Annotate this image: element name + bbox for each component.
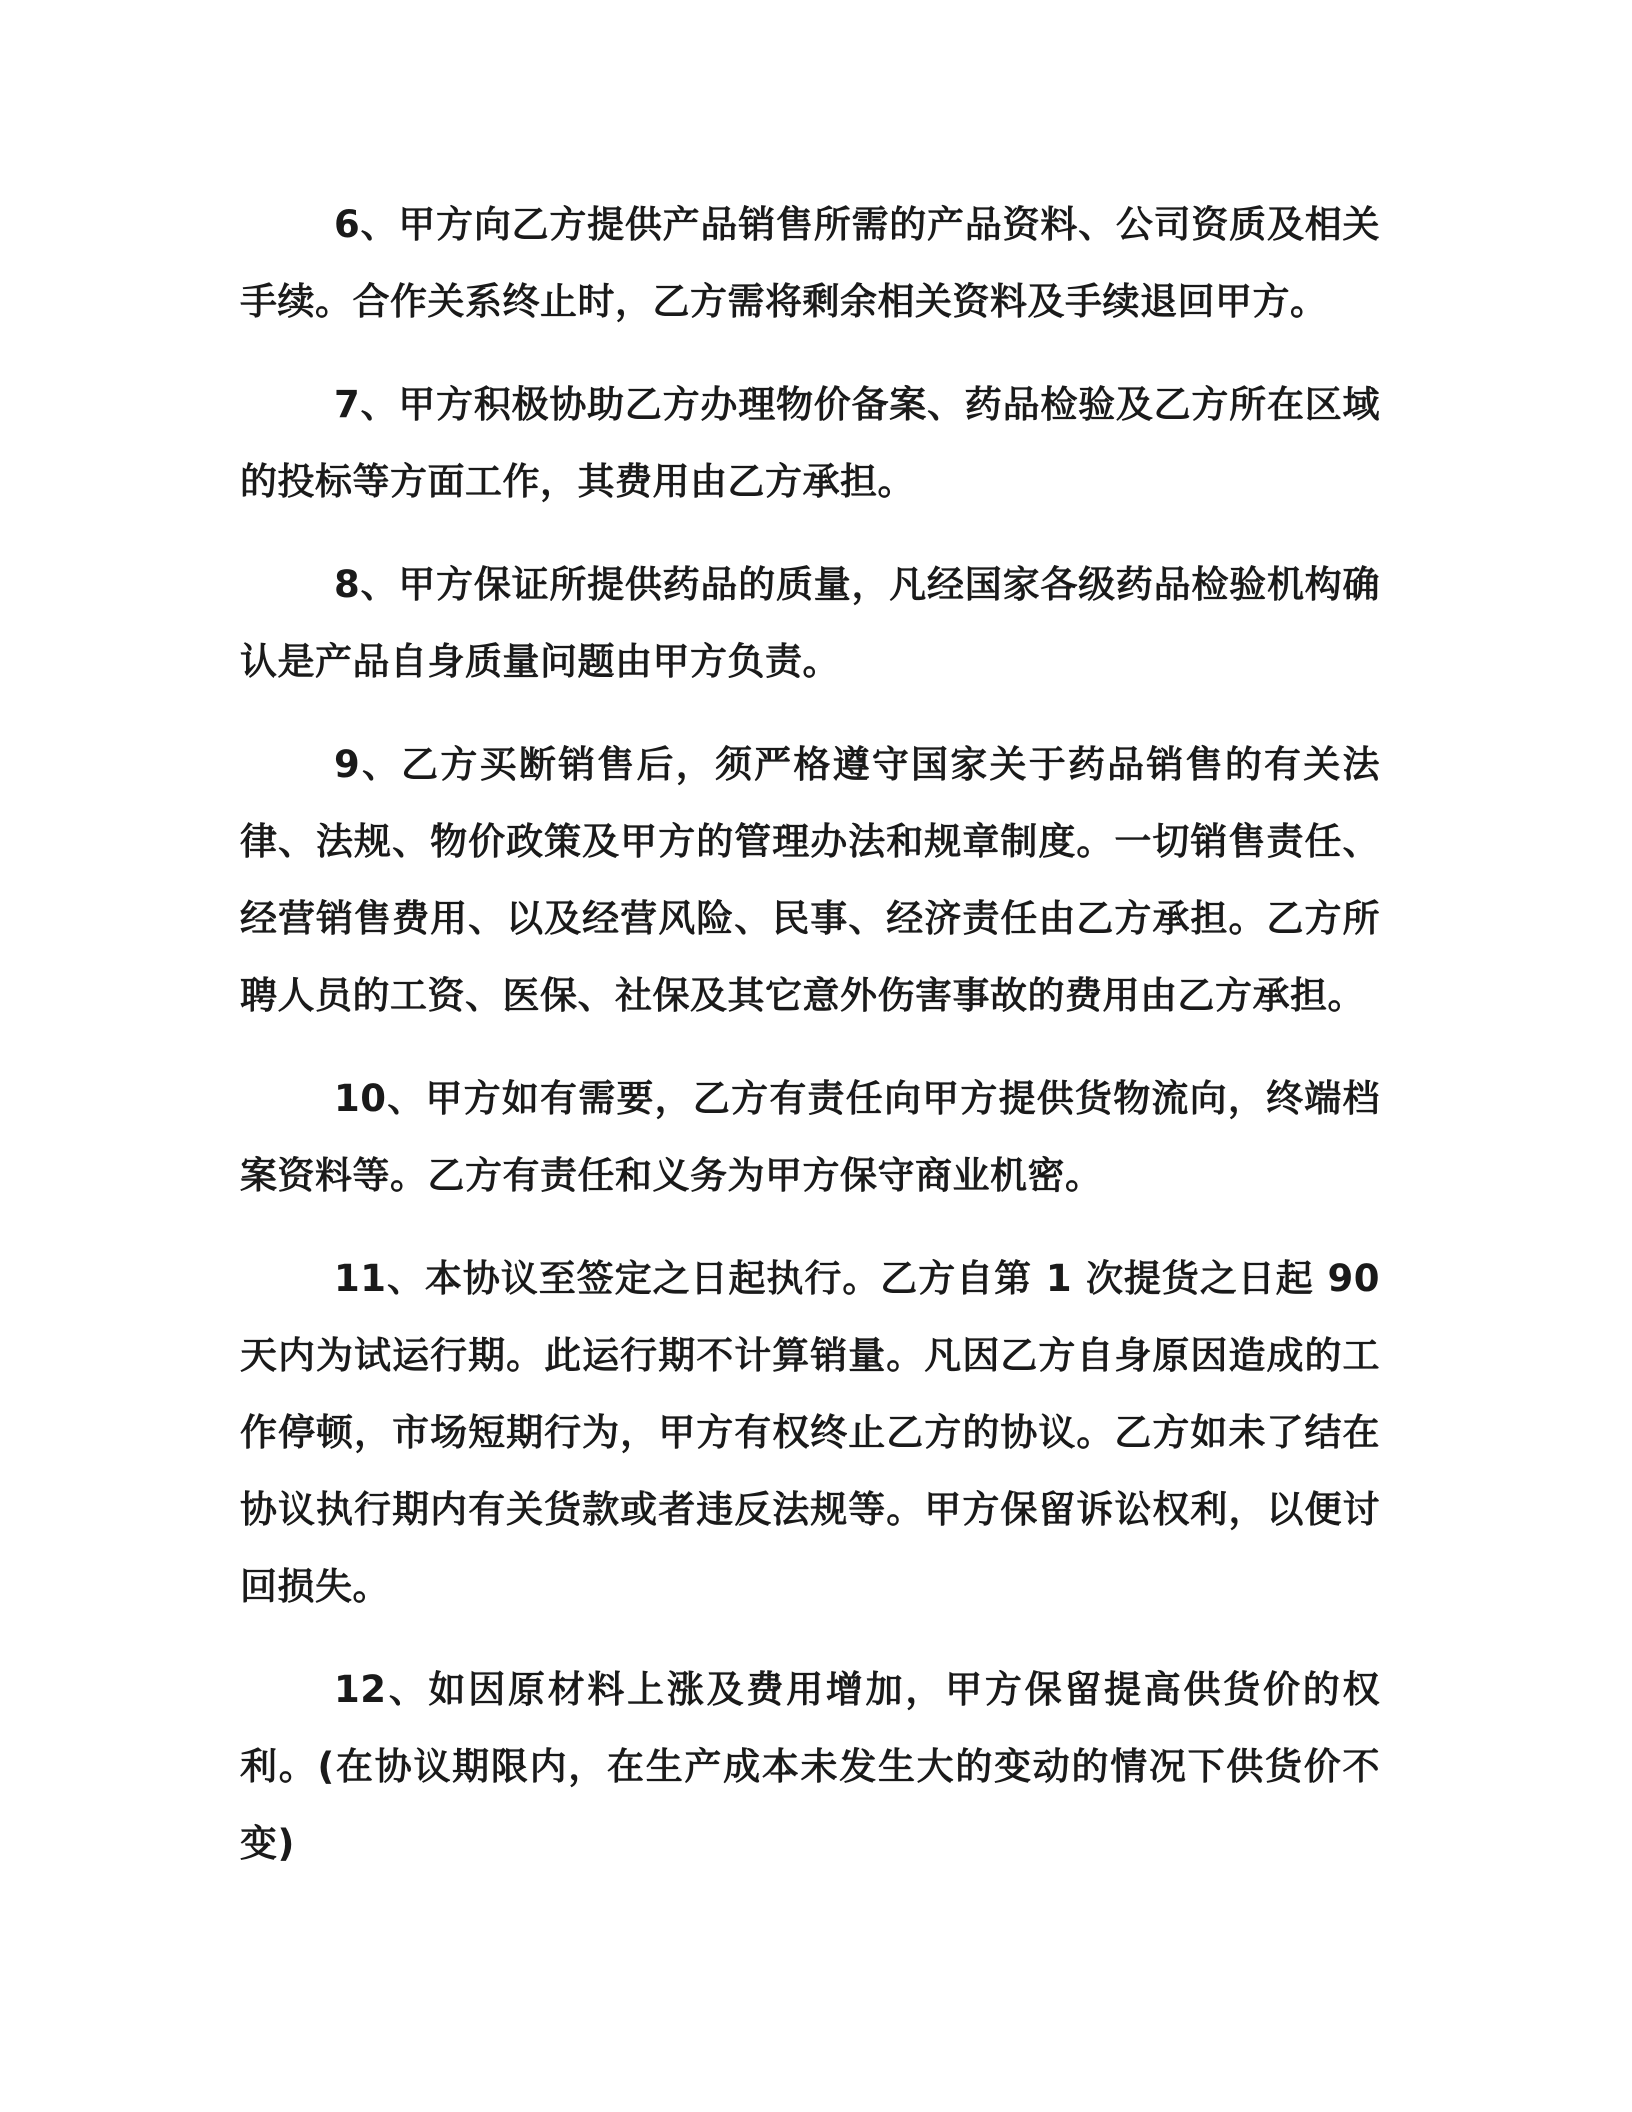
clause-9: 9、乙方买断销售后，须严格遵守国家关于药品销售的有关法律、法规、物价政策及甲方的管理办法和规章制度。一切销售责任、经营销售费用、以及经营风险、民事、经济责任由乙方承担。乙方所聘人员的工资、医保、社保及其它意外伤害事故的费用由乙方承担。 xyxy=(240,743,1380,1017)
clause-8: 8、甲方保证所提供药品的质量，凡经国家各级药品检验机构确认是产品自身质量问题由甲方负责。 xyxy=(240,563,1380,683)
clause-11: 11、本协议至签定之日起执行。乙方自第 1 次提货之日起 90 天内为试运行期。此运行期不计算销量。凡因乙方自身原因造成的工作停顿，市场短期行为，甲方有权终止乙方的协议。乙方如未了结在协议执行期内有关货款或者违反法规等。甲方保留诉讼权利，以便讨回损失。 xyxy=(240,1257,1380,1608)
document-body xyxy=(240,186,1380,1882)
clause-7: 7、甲方积极协助乙方办理物价备案、药品检验及乙方所在区域的投标等方面工作，其费用由乙方承担。 xyxy=(240,383,1380,503)
clause-12: 12、如因原材料上涨及费用增加，甲方保留提高供货价的权利。(在协议期限内，在生产成本未发生大的变动的情况下供货价不变) xyxy=(240,1668,1380,1865)
clause-6: 6、甲方向乙方提供产品销售所需的产品资料、公司资质及相关手续。合作关系终止时，乙方需将剩余相关资料及手续退回甲方。 xyxy=(240,203,1380,323)
clause-10: 10、甲方如有需要，乙方有责任向甲方提供货物流向，终端档案资料等。乙方有责任和义务为甲方保守商业机密。 xyxy=(240,1077,1380,1197)
